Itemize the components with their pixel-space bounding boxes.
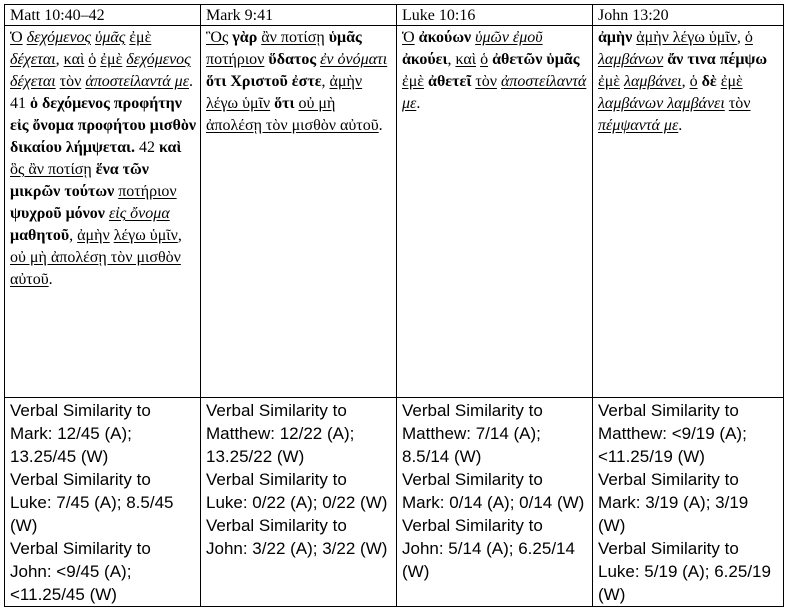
greek-segment: .	[416, 95, 421, 112]
greek-segment: γὰρ	[232, 29, 258, 46]
greek-segment: ψυχροῦ μόνον	[10, 205, 105, 222]
similarity-stat: Verbal Similarity to Matthew: 7/14 (A); 8.5/14 (W)	[402, 401, 543, 466]
greek-text-mark	[201, 26, 397, 398]
greek-segment: Ὁ	[402, 29, 415, 46]
greek-segment: καὶ	[455, 51, 477, 68]
similarity-stat: Verbal Similarity to John: 3/22 (A); 3/22 (W)	[206, 516, 388, 558]
greek-segment: εἰς ὄνομα	[108, 205, 170, 222]
greek-segment: ἂν ποτίσῃ	[261, 29, 325, 46]
greek-segment: τὸν	[59, 73, 82, 90]
greek-segment: ὑμῶν ἐμοῦ	[475, 29, 543, 46]
greek-segment: ποτήριον	[206, 51, 265, 68]
greek-segment: ,	[681, 73, 690, 90]
greek-segment: ποτήριον	[118, 183, 177, 200]
greek-segment: ἕνα τῶν μικρῶν τούτων	[10, 161, 149, 200]
greek-segment: ὅτι Χριστοῦ ἐστε	[206, 73, 322, 90]
greek-segment: λέγω ὑμῖν	[113, 227, 178, 244]
greek-segment: ἀμὴν λέγω ὑμῖν	[636, 29, 737, 46]
greek-segment: δέχεται	[10, 51, 56, 68]
greek-segment: οὐ μὴ ἀπολέσῃ τὸν μισθὸν αὐτοῦ	[10, 249, 181, 288]
similarity-john	[593, 398, 784, 607]
greek-segment: οὐ μὴ ἀπολέσῃ τὸν μισθὸν αὐτοῦ	[206, 95, 379, 134]
greek-segment: ἐμὲ	[100, 51, 123, 68]
header-row	[5, 5, 784, 26]
greek-segment: καὶ	[159, 139, 182, 156]
greek-segment: λαμβάνων	[598, 51, 664, 68]
greek-segment: 42	[135, 139, 160, 156]
similarity-mark	[201, 398, 397, 607]
greek-segment: ἀκούει	[402, 51, 448, 68]
similarity-luke	[397, 398, 593, 607]
greek-segment: ἀθετεῖ	[428, 73, 472, 90]
greek-segment: πέμψαντά με	[598, 117, 679, 134]
greek-text-row	[5, 26, 784, 398]
greek-segment: Ὃς	[206, 29, 229, 46]
greek-segment: .	[48, 271, 53, 288]
greek-segment: ὁ	[689, 73, 698, 90]
reference-john: John 13:20	[593, 5, 784, 26]
greek-segment: ὃς ἂν ποτίσῃ	[10, 161, 92, 178]
greek-segment: ἐμὲ	[720, 73, 743, 90]
similarity-stat: Verbal Similarity to John: <9/45 (A); <11.25/45 (W)	[10, 539, 151, 604]
greek-segment: ,	[69, 227, 78, 244]
similarity-stat: Verbal Similarity to Mark: 12/45 (A); 13.25/45 (W)	[10, 401, 151, 466]
greek-segment: ἄν τινα πέμψω	[667, 51, 768, 68]
similarity-stat: Verbal Similarity to Matthew: 12/22 (A); 13.25/22 (W)	[206, 401, 355, 466]
greek-segment: ὁ	[744, 29, 753, 46]
greek-segment: ἀποστείλαντά με	[402, 73, 587, 112]
greek-segment: λαμβάνει	[624, 73, 682, 90]
greek-segment: ἀθετῶν ὑμᾶς	[492, 51, 580, 68]
greek-segment: ὁ	[88, 51, 97, 68]
greek-segment: ἐμὲ	[402, 73, 425, 90]
similarity-stat: Verbal Similarity to Luke: 7/45 (A); 8.5/45 (W)	[10, 470, 174, 535]
greek-segment: ἀμὴν	[77, 227, 110, 244]
reference-mark: Mark 9:41	[201, 5, 397, 26]
greek-text-luke	[397, 26, 593, 398]
greek-segment: ὕδατος	[268, 51, 317, 68]
greek-segment: ,	[447, 51, 456, 68]
greek-segment: ἐμὲ	[129, 29, 152, 46]
greek-segment: τὸν	[728, 95, 751, 112]
greek-segment: δεχόμενος	[26, 29, 92, 46]
greek-segment: ὑμᾶς	[328, 29, 362, 46]
similarity-stat: Verbal Similarity to Matthew: <9/19 (A); <11.25/19 (W)	[598, 401, 747, 466]
greek-segment: ὅτι	[274, 95, 295, 112]
greek-segment: δεχόμενος δέχεται	[10, 51, 191, 90]
similarity-stat: Verbal Similarity to Mark: 0/14 (A); 0/14 (W)	[402, 470, 585, 512]
greek-segment: λαμβάνων λαμβάνει	[598, 95, 725, 112]
greek-segment: ,	[177, 227, 182, 244]
similarity-stat: Verbal Similarity to Luke: 0/22 (A); 0/22 (W)	[206, 470, 388, 512]
greek-segment: ὁ δεχόμενος προφήτην εἰς ὄνομα προφήτου μισθὸν δικαίου λήμψεται.	[10, 95, 197, 156]
greek-segment: .	[378, 117, 383, 134]
greek-segment: ,	[736, 29, 745, 46]
similarity-matthew	[5, 398, 201, 607]
similarity-stat: Verbal Similarity to John: 5/14 (A); 6.25/14 (W)	[402, 516, 575, 581]
greek-segment: ἀκούων	[418, 29, 472, 46]
similarity-row	[5, 398, 784, 607]
greek-segment: ἐν ὀνόματι	[320, 51, 388, 68]
greek-segment: ἀμὴν λέγω ὑμῖν	[206, 73, 363, 112]
similarity-stat: Verbal Similarity to Luke: 5/19 (A); 6.25/19 (W)	[598, 539, 771, 604]
greek-segment: ὑμᾶς	[95, 29, 126, 46]
greek-segment: . 41	[10, 73, 193, 112]
greek-text-john	[593, 26, 784, 398]
greek-segment: ἐμὲ	[598, 73, 621, 90]
greek-segment: τὸν	[475, 73, 497, 90]
greek-segment: μαθητοῦ	[10, 227, 70, 244]
reference-luke: Luke 10:16	[397, 5, 593, 26]
synopsis-table	[4, 4, 784, 607]
greek-segment: ἀποστείλαντά με	[85, 73, 189, 90]
greek-segment: .	[678, 117, 683, 134]
greek-segment: ,	[321, 73, 330, 90]
greek-segment: ,	[55, 51, 64, 68]
reference-matthew: Matt 10:40–42	[5, 5, 201, 26]
similarity-stat: Verbal Similarity to Mark: 3/19 (A); 3/19 (W)	[598, 470, 749, 535]
greek-segment: ὁ	[480, 51, 489, 68]
greek-segment: Ὁ	[10, 29, 23, 46]
greek-segment: ἀμὴν	[598, 29, 633, 46]
greek-segment: δὲ	[701, 73, 717, 90]
greek-segment: καὶ	[63, 51, 85, 68]
greek-text-matthew	[5, 26, 201, 398]
